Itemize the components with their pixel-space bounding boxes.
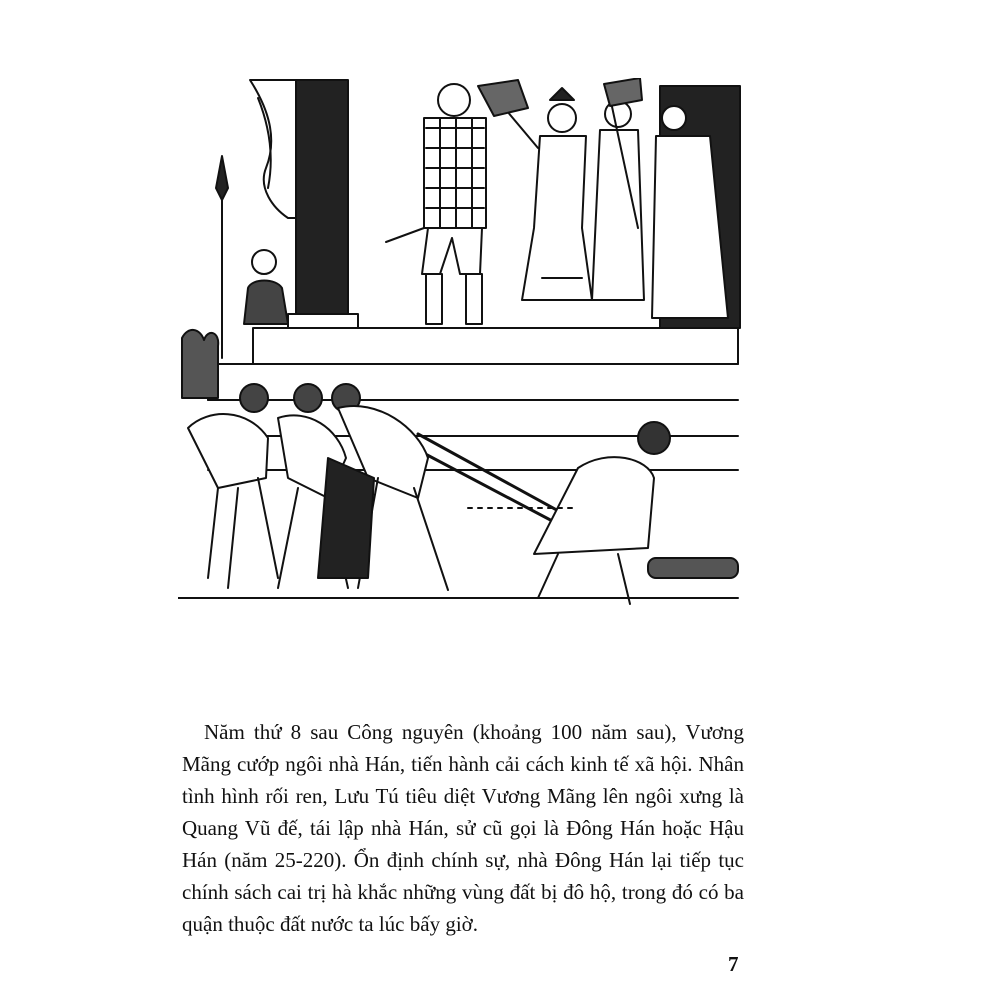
page-number: 7 [728,952,739,976]
illustration [178,78,744,608]
body-paragraph: Năm thứ 8 sau Công nguyên (khoảng 100 năm sau), Vương Mãng cướp ngôi nhà Hán, tiến hành cải cách kinh tế xã hội. Nhân tình hình rối ren, Lưu Tú tiêu diệt Vương Mãng lên ngôi xưng là Quang Vũ đế, tái lập nhà Hán, sử cũ gọi là Đông Hán hoặc Hậu Hán (năm 25-220). Ổn định chính sự, nhà Đông Hán lại tiếp tục chính sách cai trị hà khắc những vùng đất bị đô hộ, trong đó có ba quận thuộc đất nước ta lúc bấy giờ. [182,720,744,936]
historical-scene-illustration-icon [178,78,744,608]
